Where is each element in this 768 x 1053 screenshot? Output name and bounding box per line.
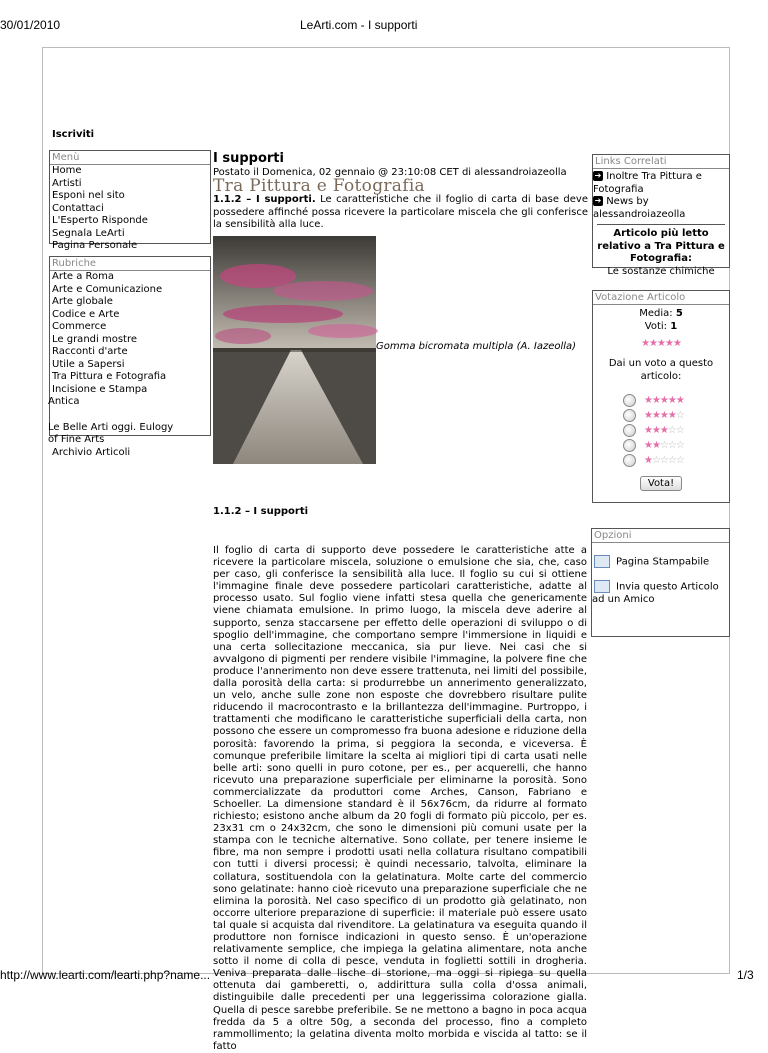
envelope-icon — [594, 580, 610, 593]
menu-item[interactable]: Artisti — [52, 177, 82, 189]
article-photo — [213, 236, 376, 464]
rubriche-title: Rubriche — [50, 257, 210, 271]
menu-item[interactable]: Contattaci — [52, 202, 104, 214]
rating-radio[interactable] — [623, 439, 636, 452]
article-lead — [213, 194, 588, 232]
category-banner: Tra Pittura e Fotografia — [213, 176, 425, 196]
menu-item[interactable]: Segnala LeArti — [52, 227, 125, 239]
options-box — [591, 528, 730, 637]
rating-option-1[interactable] — [623, 453, 729, 468]
rating-options — [593, 383, 729, 468]
rating-votes: Voti: 1 — [644, 320, 678, 332]
rubrica-item[interactable]: Incisione e Stampa — [52, 383, 148, 395]
rating-radio[interactable] — [623, 409, 636, 422]
print-title: LeArti.com - I supporti — [300, 18, 418, 32]
rubrica-item[interactable]: Tra Pittura e Fotografia — [52, 371, 167, 382]
print-date: 30/01/2010 — [0, 18, 61, 32]
stars-icon: ★★★★☆ — [644, 410, 684, 421]
rubrica-item[interactable]: Codice e Arte — [52, 308, 120, 320]
rubrica-item[interactable]: Arte e Comunicazione — [52, 283, 163, 295]
menu-item[interactable]: Esponi nel sito — [52, 190, 125, 201]
photo-caption: Gomma bicromata multipla (A. Iazeolla) — [376, 341, 577, 352]
rubrica-item[interactable]: Archivio Articoli — [52, 446, 131, 458]
subscribe-link[interactable]: Iscriviti — [52, 129, 95, 140]
menu-item[interactable]: Pagina Personale — [52, 240, 138, 251]
section-heading: 1.1.2 – I supporti — [213, 506, 309, 517]
print-page-number: 1/3 — [737, 968, 754, 982]
rubrica-item[interactable]: Le Belle Arti oggi. Eulogy — [48, 421, 174, 433]
stars-icon: ★★★★★ — [644, 395, 684, 406]
vote-button[interactable]: Vota! — [640, 476, 682, 491]
rating-prompt: Dai un voto a questo articolo: — [608, 358, 714, 382]
article-title: I supporti — [213, 151, 284, 166]
menu-item[interactable]: L'Esperto Risponde — [52, 215, 148, 226]
link-more-category[interactable]: ➔ Inoltre Tra Pittura e Fotografia — [593, 171, 702, 195]
menu-box — [49, 150, 211, 251]
rating-average: Media: 5 — [639, 308, 683, 319]
rating-option-3[interactable] — [623, 423, 729, 438]
rating-radio[interactable] — [623, 424, 636, 437]
send-friend-link[interactable]: Invia questo Articolo ad un Amico — [592, 581, 719, 605]
rubrica-item[interactable]: Commerce — [52, 321, 107, 332]
rating-radio[interactable] — [623, 454, 636, 467]
options-title: Opzioni — [592, 529, 729, 543]
link-news-by[interactable]: ➔ News by alessandroiazeolla — [593, 196, 686, 220]
rubrica-item[interactable]: Antica — [48, 396, 80, 407]
rubrica-item[interactable]: Le grandi mostre — [52, 333, 137, 345]
menu-title: Menù — [50, 151, 210, 165]
rubriche-list — [50, 271, 210, 459]
rating-option-4[interactable] — [623, 408, 729, 423]
printer-icon — [594, 555, 610, 568]
most-read-label: Articolo più letto relativo a Tra Pittura e Fotografia: — [597, 228, 725, 264]
rating-stars — [593, 338, 729, 349]
menu-list — [50, 165, 210, 253]
links-title: Links Correlati — [593, 155, 729, 169]
rubrica-item[interactable]: Arte globale — [52, 296, 113, 307]
rubrica-item[interactable]: of Fine Arts — [48, 434, 105, 445]
article-posted: Postato il Domenica, 02 gennaio @ 23:10:08 CET di alessandroiazeolla — [213, 167, 567, 178]
arrow-right-icon: ➔ — [594, 171, 602, 180]
rating-box — [592, 290, 730, 503]
menu-item[interactable]: Home — [52, 165, 82, 176]
stars-icon: ★☆☆☆☆ — [644, 455, 684, 466]
rating-radio[interactable] — [623, 394, 636, 407]
rating-option-5[interactable] — [623, 393, 729, 408]
links-box — [592, 154, 730, 277]
arrow-right-icon: ➔ — [594, 196, 602, 205]
rating-option-2[interactable] — [623, 438, 729, 453]
most-read-link[interactable]: Le sostanze chimiche — [607, 265, 715, 277]
rubrica-item[interactable]: Utile a Sapersi — [52, 358, 125, 370]
rubrica-item[interactable]: Racconti d'arte — [52, 346, 128, 357]
lead-text: Le caratteristiche che il foglio di carta di base deve possedere affinché possa ricevere la particolare miscela che gli conferisce la sensibilità alla luce. — [213, 194, 588, 230]
rubrica-item[interactable]: Arte a Roma — [52, 271, 114, 282]
lead-bold: 1.1.2 – I supporti. — [213, 194, 316, 205]
article-body: Il foglio di carta di supporto deve possedere le caratteristiche atte a ricevere la particolare miscela, soluzione o emulsione che sia, che, caso per caso, gli conferisce la sensibilità alla luce. Il foglio su cui si ottiene l'immagine finale deve possedere particolari caratteristiche, adatte al processo usato. Sul foglio viene infatti stesa quella che genericamente viene chiamata emulsione. In primo luogo, la miscela deve aderire al supporto, senza staccarsene per effetto delle operazioni di sviluppo o di spoglio dell'immagine, che comportano sempre l'immersione in liquidi e una certa sollecitazione meccanica, sia pur lieve. Nei casi che si avvalgono di pigmenti per rendere visibile l'immagine, la polvere fine che produce l'annerimento non deve essere trattenuta, nei limiti del possibile, dalla porosità della carta: si produrrebbe un annerimento generalizzato, un velo, anche sulle zone non esposte che dovrebbero risultare pulite riducendo il macrocontrasto e la brillantezza dell'immagine. Purtroppo, i trattamenti che modificano le caratteristiche superficiali della carta, non possono che essere un compromesso fra buona adesione e riduzione della porosità: favorendo la prima, si peggiora la seconda, e viceversa. È comunque preferibile limitare la scelta ai migliori tipi di carta usati nelle belle arti: sono quelli in puro cotone, per es., per acquerelli, che hanno ricevuto una preparazione superficiale per eliminarne la porosità. Sono commercializzate da produttori come Arches, Canson, Fabriano e Schoeller. La dimensione standard è il 56x76cm, da ridurre al formato richiesto; esistono anche album da 20 fogli di formato più piccolo, per es. 23x31 cm o 24x32cm, che sono le dimensioni più comuni usate per la stampa con le tecniche alternative. Sono collate, per tenere insieme le fibre, ma non sempre i prodotti usati nella collatura risultano compatibili con tutti i diversi processi; è quindi necessario, talvolta, eliminare la collatura, sostituendola con la gelatinatura. Molte carte del commercio sono gelatinate: hanno cioè ricevuto una preparazione superficiale che ne elimina la porosità. Nel caso specifico di un prodotto già gelatinato, non occorre ulteriore preparazione di superficie: il materiale può essere usato tal quale si acquista dal rivenditore. La gelatinatura va eseguita quando il produttore non fornisce indicazioni in questo senso. È un'operazione relativamente semplice, che impiega la gelatina alimentare, nota anche sotto il nome di colla di pesce, venduta in foglietti sottili in drogheria. Veniva preparata dalle lische di storione, ma oggi si ripiega su quella ottenuta dai gamberetti, o, addirittura sulla colla d'ossa animali, distinguibile dalle precedenti per una leggerissima colorazione gialla. Quella di pesce sarebbe preferibile. Se ne mettono a bagno in poca acqua fredda da 5 a oltre 50g, a seconda del processo, fino a completo rammollimento; la gelatina diventa molto morbida e viscida al tatto: se il fatto — [213, 545, 587, 1052]
print-page-link[interactable]: Pagina Stampabile — [592, 555, 729, 568]
print-url: http://www.learti.com/learti.php?name... — [0, 968, 211, 982]
rubriche-box — [48, 256, 211, 458]
rating-title: Votazione Articolo — [593, 291, 729, 305]
stars-icon: ★★☆☆☆ — [644, 440, 684, 451]
stars-icon: ★★★☆☆ — [644, 425, 684, 436]
stars-icon: ★★★★★ — [641, 338, 681, 349]
